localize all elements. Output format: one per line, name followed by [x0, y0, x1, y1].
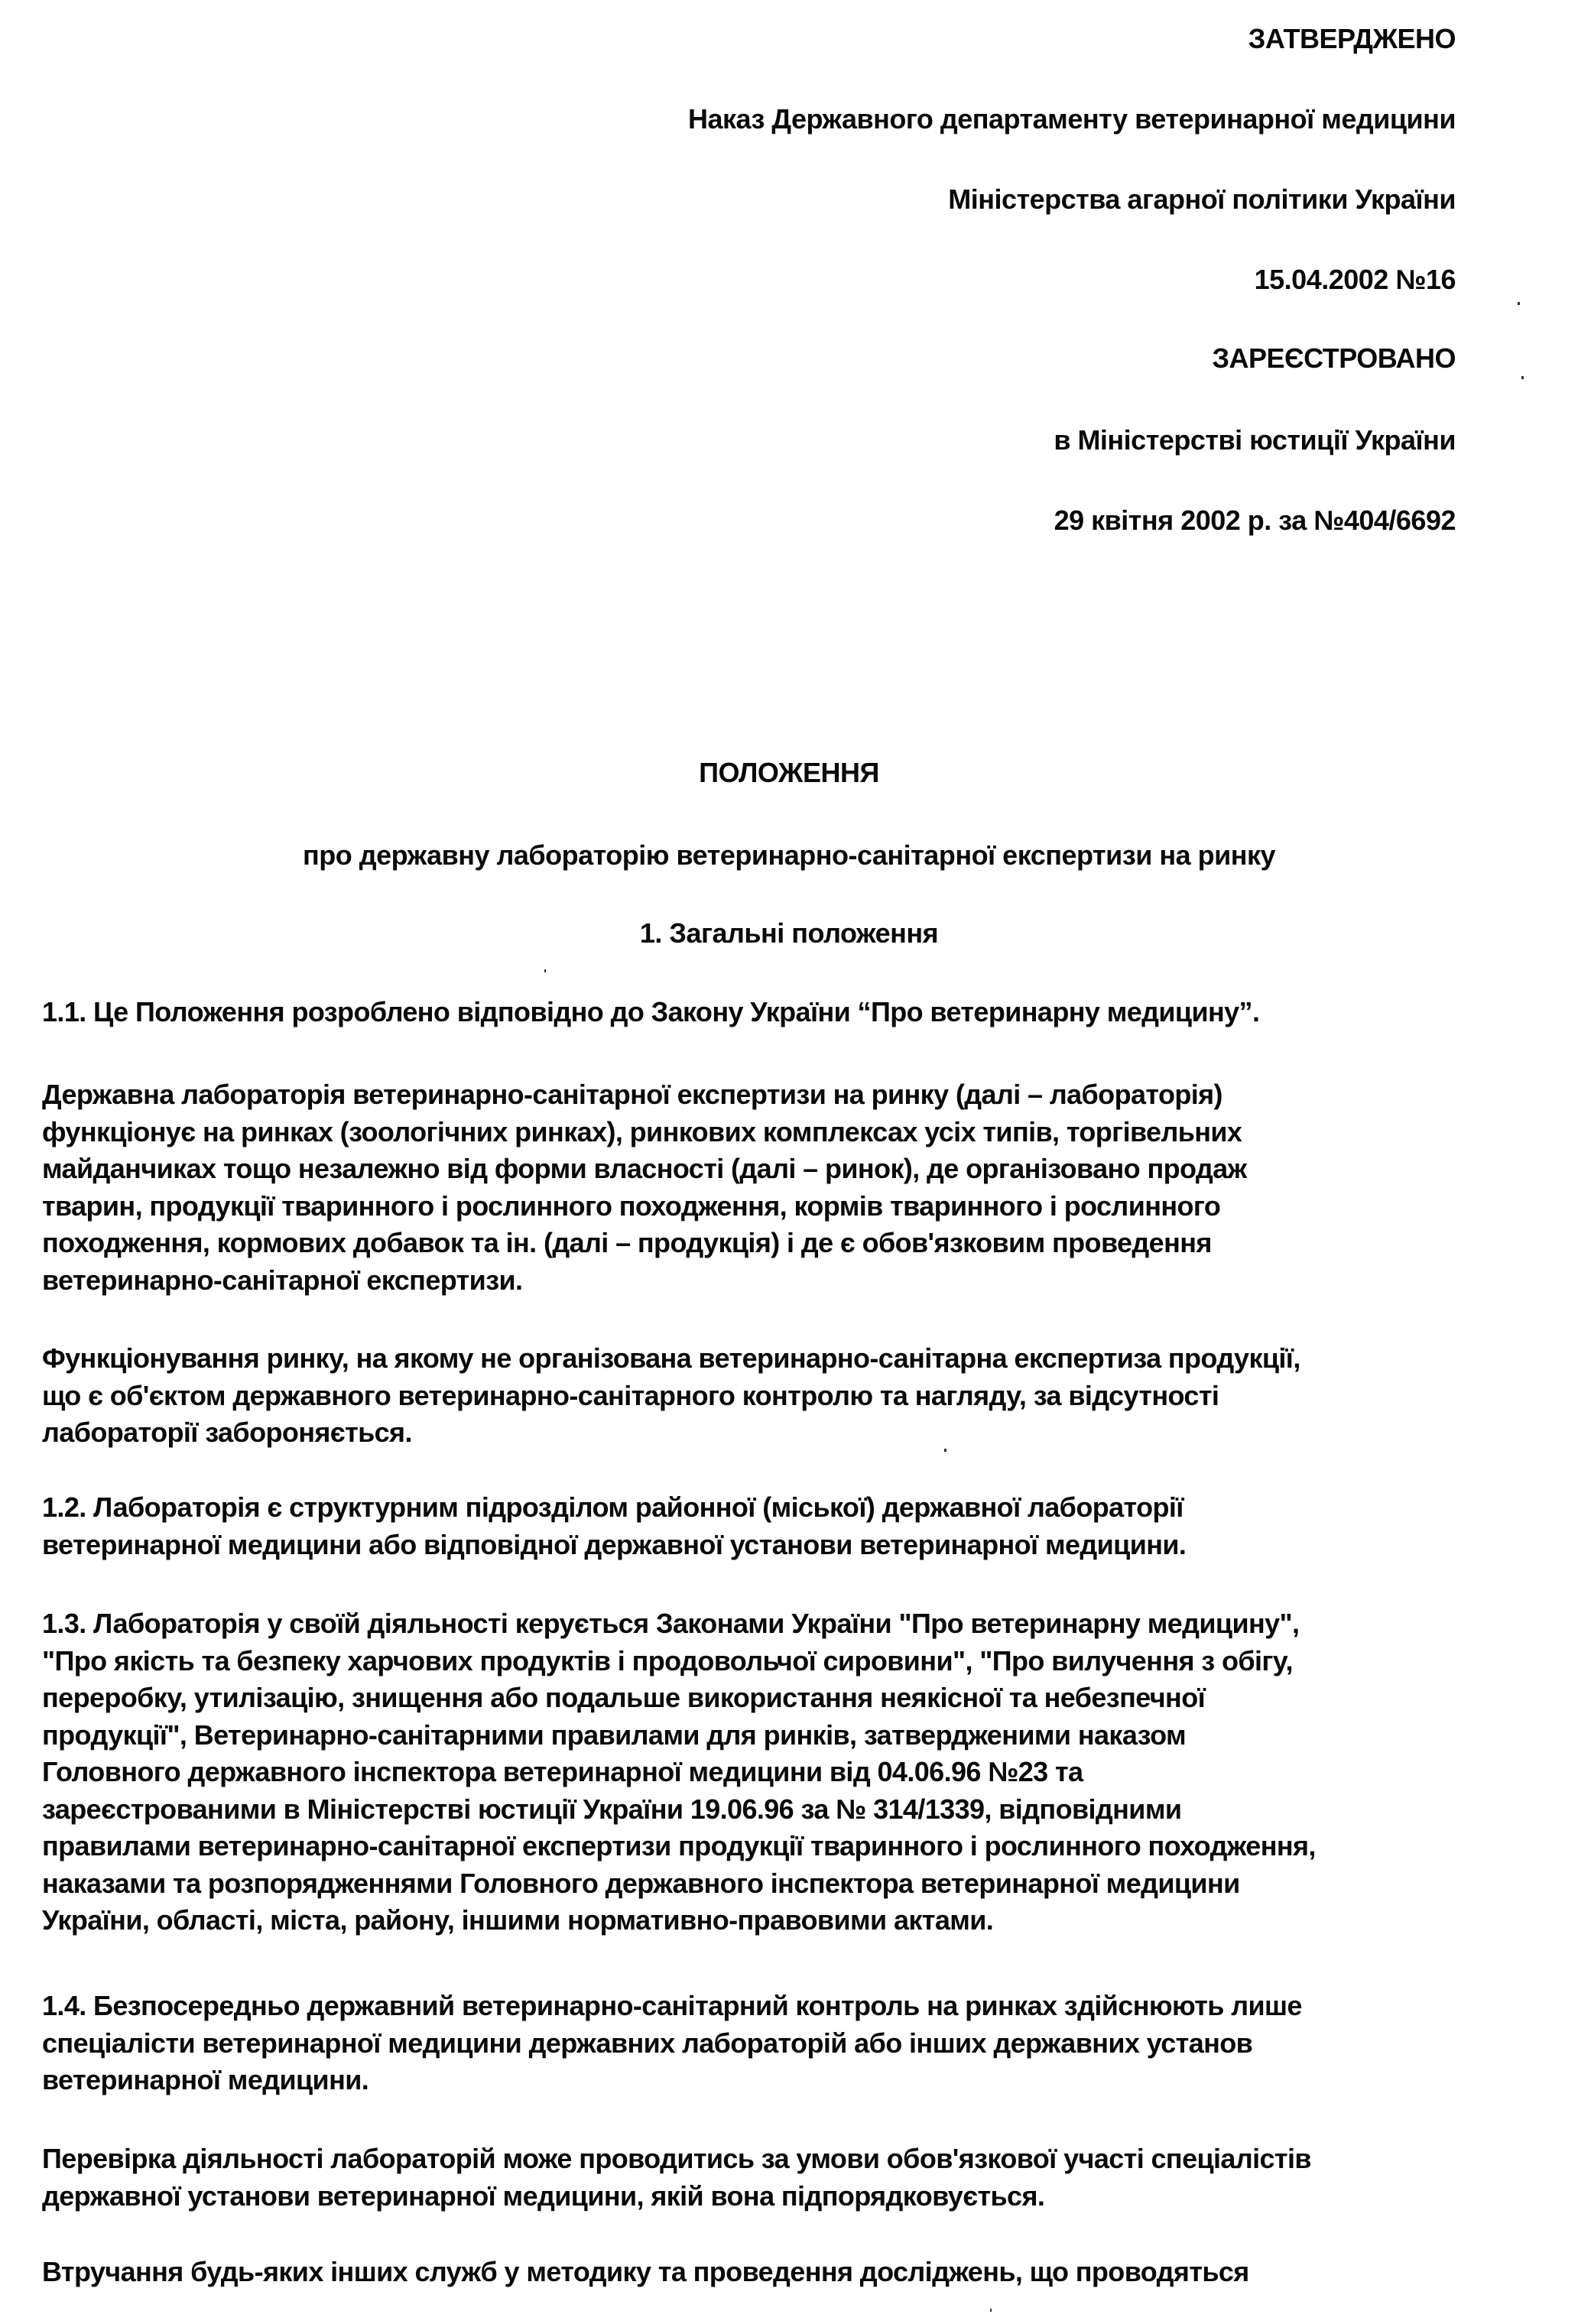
paragraph-line: Перевірка діяльності лабораторій може проводитись за умови обов'язкової участі спеціалістів [42, 2143, 1311, 2174]
paragraph-line: 1.1. Це Положення розроблено відповідно до Закону України “Про ветеринарну медицину”. [42, 996, 1260, 1027]
scan-speck [1521, 376, 1524, 379]
paragraph-line: продукції", Ветеринарно-санітарними правилами для ринків, затвердженими наказом [42, 1719, 1187, 1751]
order-issuer-line: Наказ Державного департаменту ветеринарної медицини [688, 103, 1456, 135]
paragraph-line: походження, кормових добавок та ін. (далі – продукція) і де є обов'язковим проведення [42, 1227, 1212, 1258]
paragraph-laboratory-scope [42, 1076, 1479, 1299]
registered-ministry-line: в Міністерстві юстиції України [1054, 424, 1456, 456]
paragraph-line: 1.3. Лабораторія у своїй діяльності керується Законами України "Про ветеринарну медицину", [42, 1608, 1300, 1639]
paragraph-line: правилами ветеринарно-санітарної експертизи продукції тваринного і рослинного походження, [42, 1830, 1316, 1861]
scan-speck [544, 969, 546, 972]
paragraph-line: Державна лабораторія ветеринарно-санітарної експертизи на ринку (далі – лабораторія) [42, 1079, 1222, 1110]
paragraph-1-4 [42, 1988, 1479, 2099]
paragraph-1-2 [42, 1489, 1479, 1563]
paragraph-1-1 [42, 994, 1479, 1031]
paragraph-line: державної установи ветеринарної медицини, якій вона підпорядковується. [42, 2180, 1045, 2212]
paragraph-interference [42, 2254, 1479, 2291]
paragraph-market-prohibition [42, 1340, 1479, 1452]
paragraph-line: Втручання будь-яких інших служб у методику та проведення досліджень, що проводяться [42, 2256, 1249, 2287]
paragraph-line: зареєстрованими в Міністерстві юстиції України 19.06.96 за № 314/1339, відповідними [42, 1793, 1182, 1825]
registered-label: ЗАРЕЄСТРОВАНО [1212, 342, 1456, 374]
paragraph-line: що є об'єктом державного ветеринарно-санітарного контролю та нагляду, за відсутності [42, 1379, 1219, 1411]
document-subtitle: про державну лабораторію ветеринарно-санітарної експертизи на ринку [302, 839, 1276, 871]
paragraph-line: майданчиках тощо незалежно від форми власності (далі – ринок), де організовано продаж [42, 1153, 1247, 1184]
paragraph-1-3 [42, 1605, 1479, 1939]
paragraph-inspection [42, 2141, 1479, 2215]
paragraph-line: ветеринарної медицини. [42, 2064, 369, 2095]
paragraph-line: України, області, міста, району, іншими нормативно-правовими актами. [42, 1904, 994, 1936]
paragraph-line: наказами та розпорядженнями Головного державного інспектора ветеринарної медицини [42, 1867, 1240, 1899]
paragraph-line: спеціалісти ветеринарної медицини державних лабораторій або інших державних установ [42, 2027, 1253, 2059]
scan-speck [990, 2309, 992, 2312]
paragraph-line: тварин, продукції тваринного і рослинного походження, кормів тваринного і рослинного [42, 1190, 1221, 1222]
approved-label: ЗАТВЕРДЖЕНО [1248, 23, 1456, 54]
paragraph-line: ветеринарно-санітарної експертизи. [42, 1264, 523, 1296]
paragraph-line: Функціонування ринку, на якому не організована ветеринарно-санітарна експертиза продукції, [42, 1342, 1300, 1374]
paragraph-line: 1.2. Лабораторія є структурним підрозділом районної (міської) державної лабораторії [42, 1491, 1184, 1523]
paragraph-line: Головного державного інспектора ветеринарної медицини від 04.06.96 №23 та [42, 1756, 1083, 1787]
paragraph-line: 1.4. Безпосередньо державний ветеринарно-санітарний контроль на ринках здійснюють лише [42, 1990, 1302, 2021]
scan-speck [1518, 302, 1520, 305]
paragraph-line: "Про якість та безпеку харчових продуктів і продовольчої сировини", "Про вилучення з обігу, [42, 1644, 1293, 1676]
paragraph-line: лабораторії забороняється. [42, 1417, 412, 1448]
paragraph-line: ветеринарної медицини або відповідної державної установи ветеринарної медицини. [42, 1528, 1187, 1560]
document-title: ПОЛОЖЕННЯ [699, 757, 879, 788]
section-heading: 1. Загальні положення [639, 917, 939, 949]
order-date-number: 15.04.2002 №16 [1254, 264, 1456, 295]
registered-date-number: 29 квітня 2002 р. за №404/6692 [1054, 505, 1456, 536]
paragraph-line: функціонує на ринках (зоологічних ринках), ринкових комплексах усіх типів, торгівельних [42, 1115, 1242, 1147]
scan-speck [944, 1449, 946, 1452]
order-ministry-line: Міністерства агарної політики України [948, 183, 1456, 215]
paragraph-line: переробку, утилізацію, знищення або подальше використання неякісної та небезпечної [42, 1682, 1206, 1713]
